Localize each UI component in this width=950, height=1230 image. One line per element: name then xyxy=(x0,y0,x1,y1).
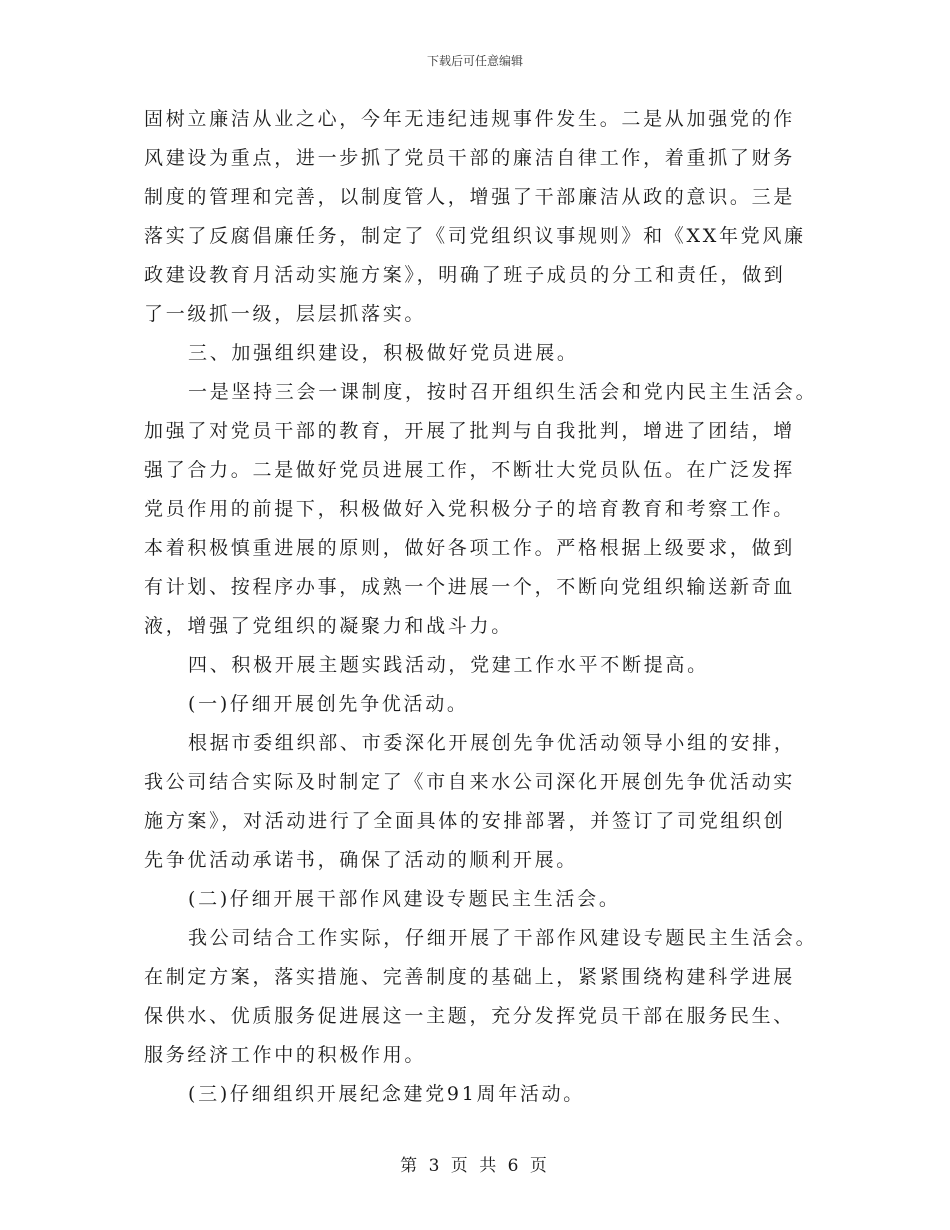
text-line: 有计划、按程序办事，成熟一个进展一个，不断向党组织输送新奇血 xyxy=(144,576,796,598)
page-number-footer: 第 3 页 共 6 页 xyxy=(400,1156,550,1176)
text-line: 我公司结合实际及时制定了《市自来水公司深化开展创先争优活动实 xyxy=(144,771,796,793)
text-line: 强了合力。二是做好党员进展工作，不断壮大党员队伍。在广泛发挥 xyxy=(144,459,796,481)
text-line: 施方案》，对活动进行了全面具体的安排部署，并签订了司党组织创 xyxy=(144,810,786,832)
text-line: 风建设为重点，进一步抓了党员干部的廉洁自律工作，着重抓了财务 xyxy=(144,147,796,169)
text-line: 在制定方案，落实措施、完善制度的基础上，紧紧围绕构建科学进展 xyxy=(144,966,796,988)
text-line: 根据市委组织部、市委深化开展创先争优活动领导小组的安排， xyxy=(188,732,796,754)
text-line: 我公司结合工作实际，仔细开展了干部作风建设专题民主生活会。 xyxy=(188,927,818,949)
text-line: 政建设教育月活动实施方案》，明确了班子成员的分工和责任，做到 xyxy=(144,264,786,286)
subsection-heading: (一)仔细开展创先争优活动。 xyxy=(188,693,469,715)
section-heading: 四、积极开展主题实践活动，党建工作水平不断提高。 xyxy=(188,654,709,676)
text-line: 保供水、优质服务促进展这一主题，充分发挥党员干部在服务民生、 xyxy=(144,1005,796,1027)
text-line: 服务经济工作中的积极作用。 xyxy=(144,1044,427,1066)
text-line: 了一级抓一级，层层抓落实。 xyxy=(144,303,427,325)
page-header-note: 下载后可任意编辑 xyxy=(426,54,523,68)
text-line: 落实了反腐倡廉任务，制定了《司党组织议事规则》和《XX年党风廉 xyxy=(144,225,806,247)
text-line: 加强了对党员干部的教育，开展了批判与自我批判，增进了团结，增 xyxy=(144,420,796,442)
text-line: 党员作用的前提下，积极做好入党积极分子的培育教育和考察工作。 xyxy=(144,498,796,520)
section-heading: 三、加强组织建设，积极做好党员进展。 xyxy=(188,342,579,364)
text-line: 固树立廉洁从业之心，今年无违纪违规事件发生。二是从加强党的作 xyxy=(144,108,796,130)
subsection-heading: (二)仔细开展干部作风建设专题民主生活会。 xyxy=(188,888,621,910)
text-line: 先争优活动承诺书，确保了活动的顺利开展。 xyxy=(144,849,579,871)
document-body xyxy=(144,100,818,1114)
subsection-heading: (三)仔细组织开展纪念建党91周年活动。 xyxy=(188,1083,586,1105)
text-line: 制度的管理和完善，以制度管人，增强了干部廉洁从政的意识。三是 xyxy=(144,186,796,208)
text-line: 一是坚持三会一课制度，按时召开组织生活会和党内民主生活会。 xyxy=(188,381,818,403)
text-line: 液，增强了党组织的凝聚力和战斗力。 xyxy=(144,615,513,637)
text-line: 本着积极慎重进展的原则，做好各项工作。严格根据上级要求，做到 xyxy=(144,537,796,559)
